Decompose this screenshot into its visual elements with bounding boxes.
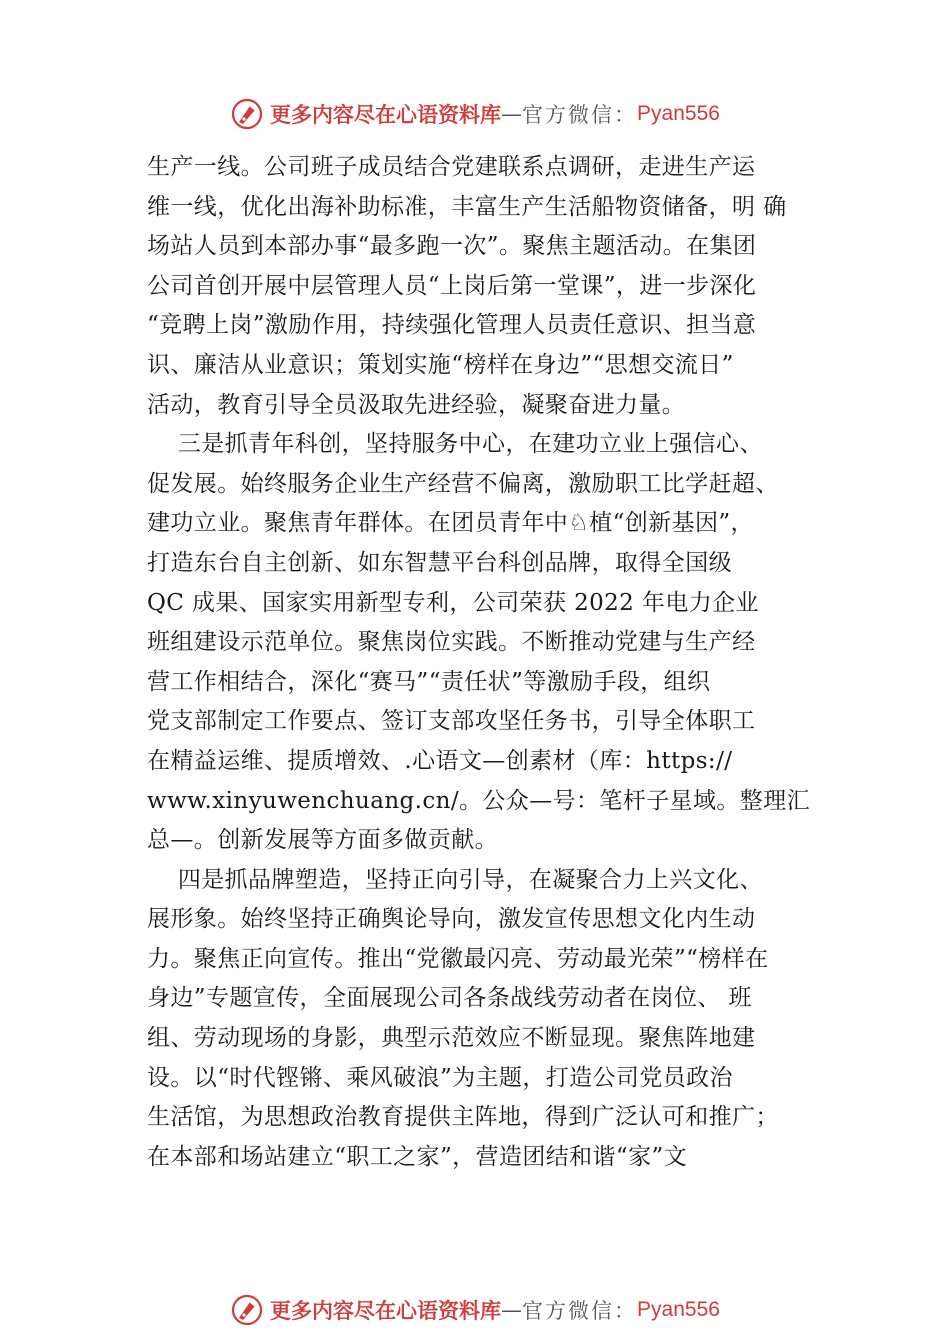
body-line: 展形象。始终坚持正确舆论导向，激发宣传思想文化内生动	[147, 906, 756, 933]
body-line: 维一线，优化出海补助标准，丰富生产生活船物资储备，明 确	[147, 193, 787, 220]
body-line: 场站人员到本部办事“最多跑一次”。聚焦主题活动。在集团	[147, 233, 757, 260]
banner-dash: —	[501, 1298, 523, 1322]
banner-brand-text: 更多内容尽在心语资料库	[270, 102, 502, 127]
document-body	[147, 148, 837, 1177]
footer-banner	[0, 1290, 950, 1330]
pen-nib-logo-icon	[230, 97, 264, 131]
banner-brand-text: 更多内容尽在心语资料库	[270, 1298, 502, 1323]
banner-wechat-label: 官方微信：	[522, 103, 638, 127]
body-line: 力。聚焦正向宣传。推出“党徽最闪亮、劳动最光荣”“榜样在	[147, 945, 769, 972]
body-line: QC 成果、国家实用新型专利，公司荣获 2022 年电力企业	[147, 589, 759, 616]
body-line: 公司首创开展中层管理人员“上岗后第一堂课”，进一步深化	[147, 272, 757, 299]
banner-wechat-id: Pyan556	[637, 1298, 720, 1321]
body-line: 班组建设示范单位。聚焦岗位实践。不断推动党建与生产经	[147, 629, 756, 656]
body-line: 三是抓青年科创，坚持服务中心，在建功立业上强信心、	[147, 431, 763, 458]
body-line: 建功立业。聚焦青年群体。在团员青年中♘植“创新基因”，	[147, 510, 754, 537]
body-line: 识、廉洁从业意识；策划实施“榜样在身边”“思想交流日”	[147, 351, 734, 378]
body-line: 设。以“时代铿锵、乘风破浪”为主题，打造公司党员政治	[147, 1064, 733, 1091]
body-line: 身边”专题宣传，全面展现公司各条战线劳动者在岗位、 班	[147, 985, 752, 1012]
body-line: 在本部和场站建立“职工之家”，营造团结和谐“家”文	[147, 1143, 688, 1170]
body-line: 打造东台自主创新、如东智慧平台科创品牌，取得全国级	[147, 549, 732, 576]
body-line: 营工作相结合，深化“赛马”“责任状”等激励手段，组织	[147, 668, 711, 695]
banner-wechat-id: Pyan556	[637, 102, 720, 125]
body-line: 总—。创新发展等方面多做贡献。	[147, 827, 498, 854]
body-line: www.xinyuwenchuang.cn/。公众—号：笔杆子星域。整理汇	[147, 787, 811, 814]
body-line: 活动，教育引导全员汲取先进经验，凝聚奋进力量。	[147, 391, 686, 418]
body-line: 组、劳动现场的身影，典型示范效应不断显现。聚焦阵地建	[147, 1025, 756, 1052]
banner-dash: —	[501, 102, 523, 126]
body-line: 四是抓品牌塑造，坚持正向引导，在凝聚合力上兴文化、	[147, 866, 763, 893]
body-line: 在精益运维、提质增效、.心语文—创素材（库：https://	[147, 747, 733, 774]
body-line: 生产一线。公司班子成员结合党建联系点调研，走进生产运	[147, 154, 756, 180]
body-line: 党支部制定工作要点、签订支部攻坚任务书，引导全体职工	[147, 708, 756, 735]
body-line: “竞聘上岗”激励作用，持续强化管理人员责任意识、担当意	[147, 312, 757, 339]
pen-nib-logo-icon	[230, 1293, 264, 1327]
body-line: 促发展。始终服务企业生产经营不偏离，激励职工比学赶超、	[147, 470, 779, 497]
banner-wechat-label: 官方微信：	[522, 1299, 638, 1323]
body-line: 生活馆，为思想政治教育提供主阵地，得到广泛认可和推广；	[147, 1104, 779, 1131]
header-banner	[0, 94, 950, 134]
